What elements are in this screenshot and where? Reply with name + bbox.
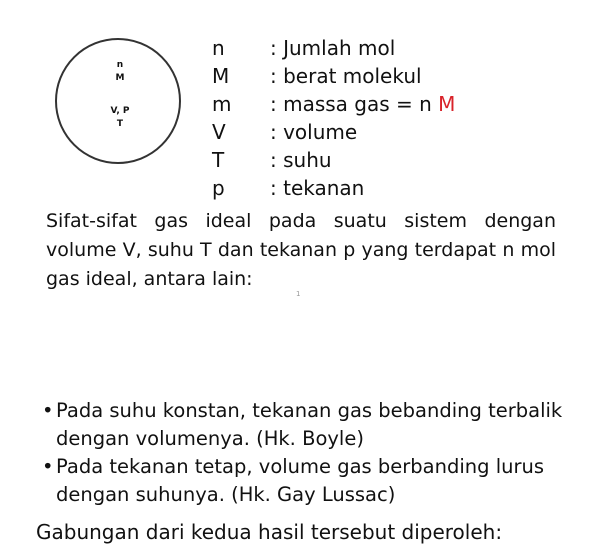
variable-description: : Jumlah mol [270,36,396,60]
accent-molar-mass: M [438,92,456,116]
variable-symbol: M [212,64,230,88]
cutoff-conclusion-text: Gabungan dari kedua hasil tersebut diperoleh: [36,520,503,544]
variable-symbol: p [212,176,225,200]
variable-symbol: V [212,120,226,144]
bullet-dot: • [42,399,54,422]
variable-description-text: : massa gas = n [270,92,439,116]
variable-description: : berat molekul [270,64,422,88]
variable-row-T [212,148,592,176]
variable-row-m [212,92,592,120]
bullet-text: Pada tekanan tetap, volume gas berbanding lurus dengan suhunya. (Hk. Gay Lussac) [56,455,545,506]
variable-row-p [212,176,592,204]
variable-symbol: n [212,36,225,60]
page-number: 1 [296,290,301,298]
intro-paragraph: Sifat-sifat gas ideal pada suatu sistem dengan volume V, suhu T dan tekanan p yang terdapat n mol gas ideal, antara lain: [46,210,556,290]
variable-description: : volume [270,120,358,144]
circle-label-n: n [116,60,124,70]
gas-system-circle [55,38,181,164]
bullet-dot: • [42,455,54,478]
circle-label-m: M [115,73,125,83]
variable-symbol: m [212,92,232,116]
bullet-text: Pada suhu konstan, tekanan gas bebanding terbalik dengan volumenya. (Hk. Boyle) [56,399,563,450]
variable-row-M [212,64,592,92]
circle-label-t: T [116,119,124,129]
circle-label-vp: V, P [110,106,130,116]
variable-description [270,92,455,116]
variable-symbol: T [212,148,225,172]
variable-description: : tekanan [270,176,365,200]
variable-description: : suhu [270,148,332,172]
variable-row-V [212,120,592,148]
variable-row-n [212,36,592,64]
